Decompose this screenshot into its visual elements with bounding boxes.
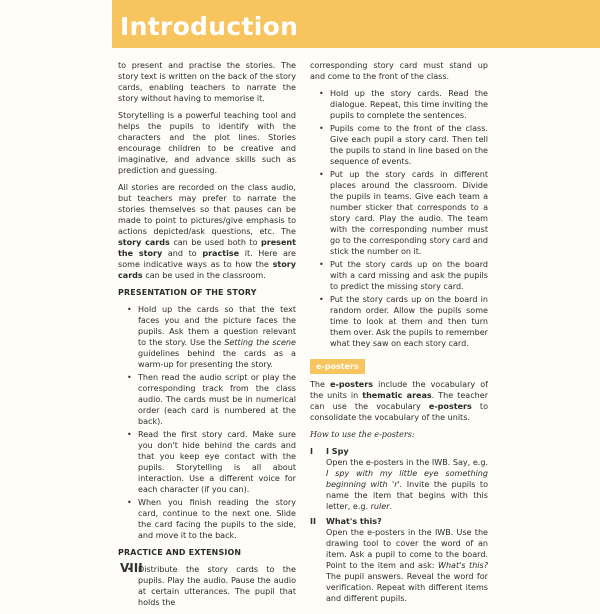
presentation-list [118,304,296,541]
list-item: • Put the story cards up on the board with a card missing and ask the pupils to predict the missing story card. [330,259,488,292]
list-item: • When you finish reading the story card, continue to the next one. Slide the card facing the pupils to the side, and move it to the back. [138,497,296,541]
list-item: • Read the first story card. Make sure you don't hide behind the cards and that you keep eye contact with the pupils. Storytelling is all about interaction. Use a different voice for each character (if you can). [138,429,296,495]
left-column [118,60,296,614]
eposters-badge: e-posters [310,359,365,374]
activity-number: II [310,517,316,526]
paragraph: to present and practise the stories. The story text is written on the back of the story cards, enabling teachers to narrate the story without having to memorise it. [118,61,296,103]
section-heading-practice: PRACTICE AND EXTENSION [118,548,242,557]
list-item: • Hold up the story cards. Read the dialogue. Repeat, this time inviting the pupils to complete the sentences. [330,88,488,121]
page-title: Introduction [120,12,299,41]
how-to-use-heading: How to use the e-posters: [310,430,415,439]
paragraph: Storytelling is a powerful teaching tool and helps the pupils to identify with the characters and the plot lines. Stories encourage children to be creative and imaginative, and advance skills such as prediction and guessing. [118,111,296,175]
list-item: • Put up the story cards in different places around the classroom. Divide the pupils in teams. Give each team a number sticker that corresponds to a story card. Play the audio. The team with the corresponding number must go to the corresponding story card and stick the number on it. [330,169,488,257]
list-item: • Distribute the story cards to the pupils. Play the audio. Pause the audio at certain utterances. The pupil that holds the [138,564,296,608]
practice-list [118,564,296,608]
right-column [310,60,488,608]
paragraph: All stories are recorded on the class audio, but teachers may prefer to narrate the stories themselves so that pauses can be made to point to pictures/give emphasis to actions depicted/ask questions, etc. The story cards can be used both to present the story and to practise it. Here are some indicative ways as to how the story cards can be used in the classroom. [118,183,296,280]
practice-list-continued [310,88,488,349]
paragraph: corresponding story card must stand up and come to the front of the class. [310,61,488,81]
list-item: • Put the story cards up on the board in random order. Allow the pupils some time to look at them and then turn them over. Ask the pupils to remember what they saw on each story card. [330,294,488,349]
page-number: VIII [120,561,143,575]
paragraph: The e-posters include the vocabulary of the units in thematic areas. The teacher can use the vocabulary e-posters to consolidate the vocabulary of the units. [310,380,489,422]
activity-title: I Spy [326,447,349,456]
activity-i-spy: I I Spy Open the e-posters in the IWB. Say, e.g. I spy with my little eye something beginning with 'r'. Invite the pupils to name the item that begins with this letter, e.g. ruler. [310,447,488,511]
header-bar [112,0,600,48]
section-heading-presentation: PRESENTATION OF THE STORY [118,288,257,297]
list-item: • Then read the audio script or play the corresponding track from the class audio. The cards must be in numerical order (each card is numbered at the back). [138,372,296,427]
activity-whats-this: II What's this? Open the e-posters in the IWB. Use the drawing tool to cover the word of an item. Ask a pupil to come to the board. Point to the item and ask: What's this? The pupil answers. Reveal the word for verification. Repeat with different items and different pupils. [310,517,488,603]
list-item: • Hold up the cards so that the text faces you and the picture faces the pupils. Ask them a question relevant to the story. Use the Setting the scene guidelines behind the cards as a warm-up for presenting the story. [138,304,296,370]
activity-number: I [310,447,313,456]
list-item: • Pupils come to the front of the class. Give each pupil a story card. Then tell the pupils to stand in line based on the sequence of events. [330,123,488,167]
activity-title: What's this? [326,517,382,526]
